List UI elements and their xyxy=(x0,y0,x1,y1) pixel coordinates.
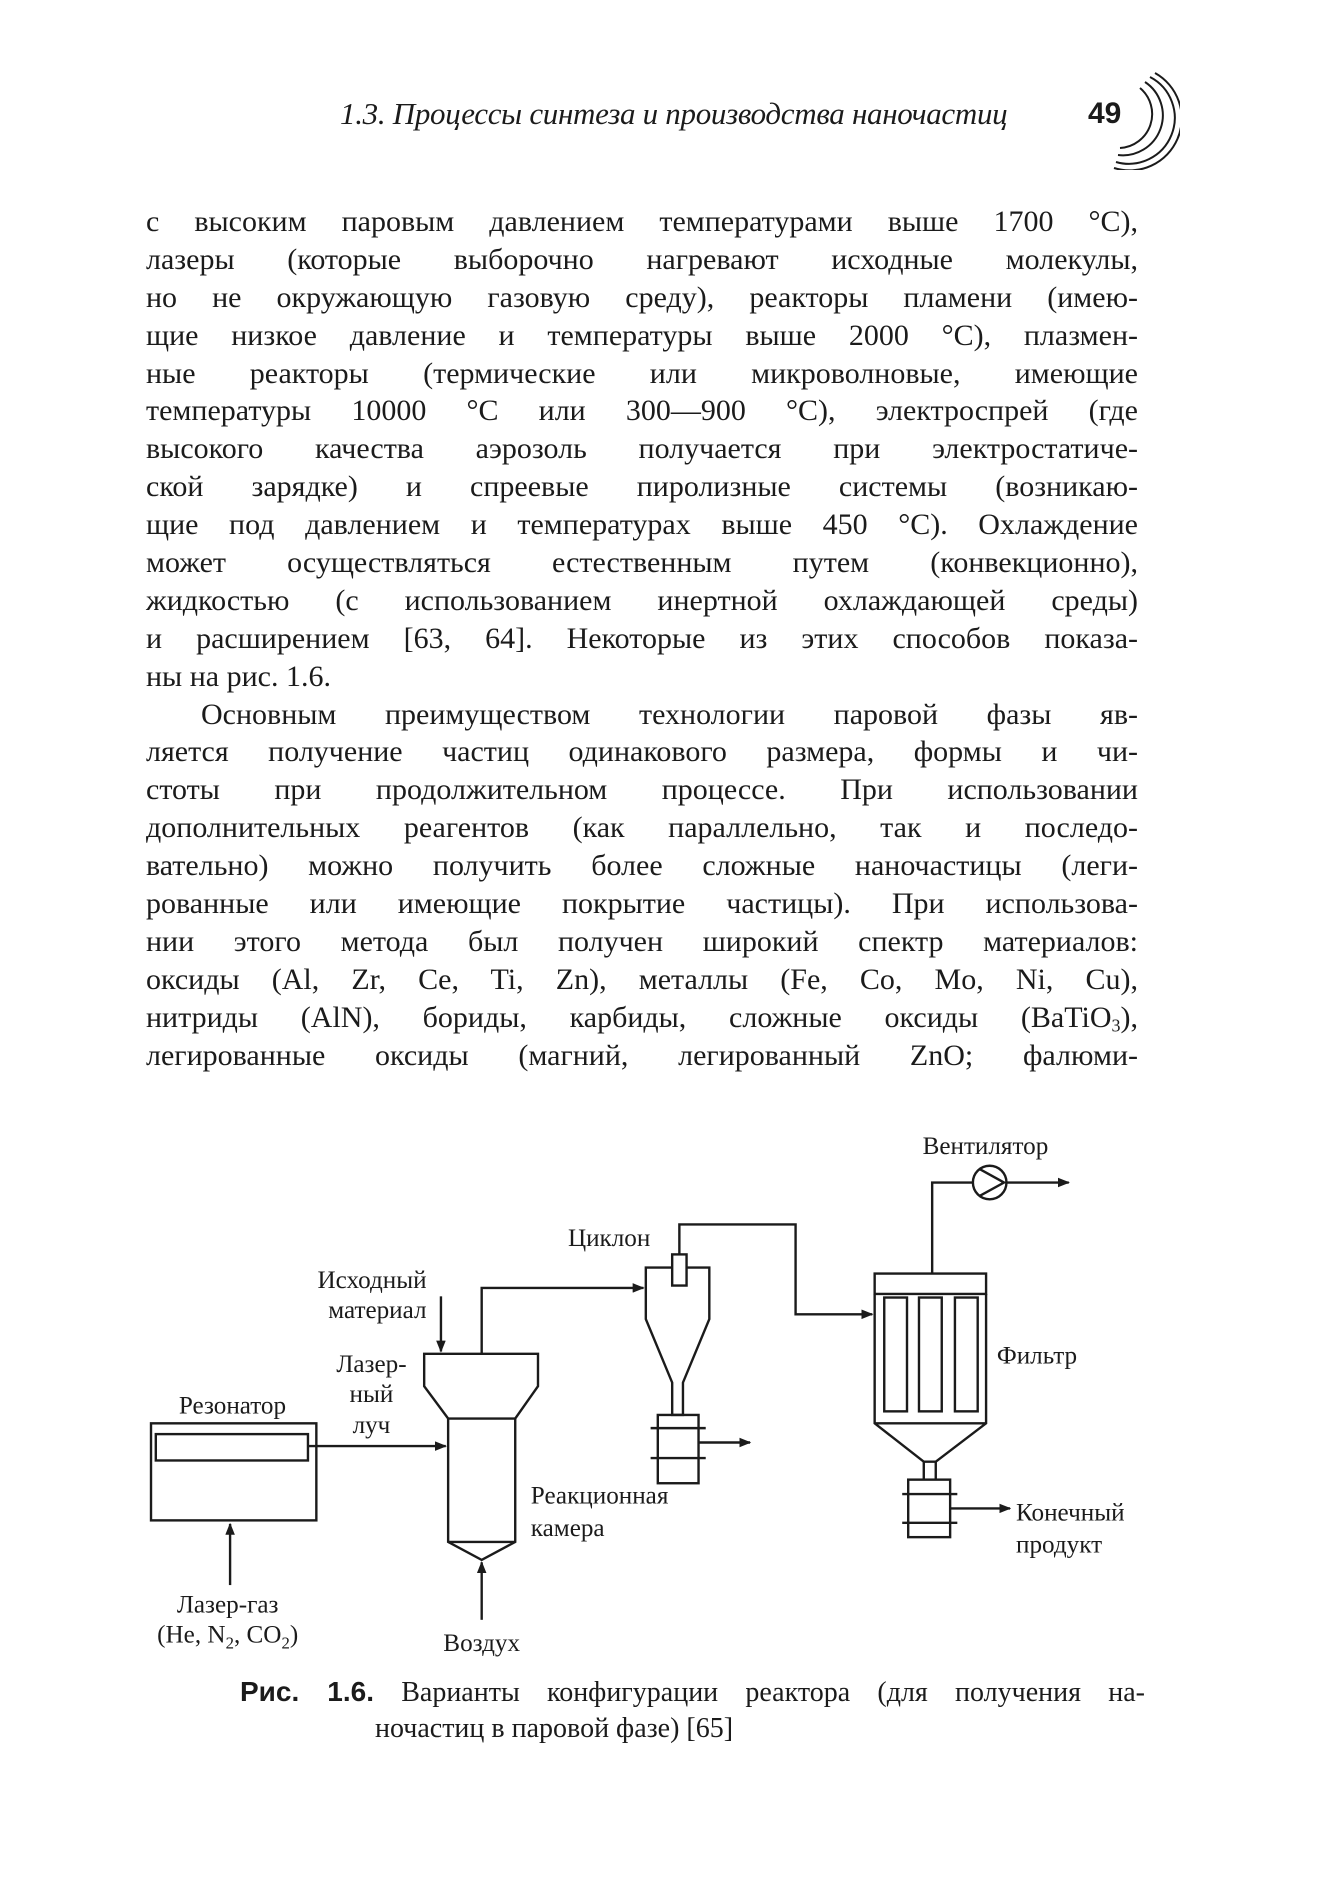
resonator-tube xyxy=(156,1434,308,1460)
filter-cap xyxy=(875,1274,986,1294)
product-collector xyxy=(908,1480,950,1538)
page-number: 49 xyxy=(1088,97,1122,130)
text-line: температуры 10000 °С или 300—900 °С), электроспрей (где xyxy=(146,394,1138,428)
label-laser-gas-composition: (He, $N_2$, $CO_2$) xyxy=(157,1621,299,1653)
running-header: 1.3. Процессы синтеза и производства наночастиц xyxy=(340,96,1008,131)
text-line: вательно) можно получить более сложные наночастицы (леги- xyxy=(146,849,1138,883)
filter-bag xyxy=(919,1298,942,1412)
label-feed: Исходный xyxy=(317,1266,427,1294)
text-segment: нитриды (AlN), бориды, карбиды, сложные оксиды (BaTiO xyxy=(146,1000,1112,1034)
caption-line xyxy=(240,1674,1145,1711)
text-line: рованные или имеющие покрытие частицы). При использова- xyxy=(146,887,1138,921)
label-beam: Лазер- xyxy=(336,1350,407,1378)
cyclone-outlet-pipe xyxy=(672,1254,686,1285)
reaction-chamber xyxy=(424,1354,538,1560)
text-line: с высоким паровым давлением температурами выше 1700 °С), xyxy=(146,205,1138,238)
chamber-to-cyclone-pipe xyxy=(482,1288,644,1354)
text-line: высокого качества аэрозоль получается при электростатиче- xyxy=(146,432,1138,466)
filter-body xyxy=(875,1294,986,1462)
text-line: дополнительных реагентов (как параллельно, так и последо- xyxy=(146,811,1138,845)
caption-text: Варианты конфигурации реактора (для получения на- xyxy=(401,1677,1145,1708)
label-beam: луч xyxy=(352,1411,391,1439)
cyclone-collector xyxy=(658,1415,699,1483)
text-line: щие низкое давление и температуры выше 2000 °С), плазмен- xyxy=(146,318,1138,352)
label-filter: Фильтр xyxy=(996,1342,1078,1370)
text-line: жидкостью (с использованием инертной охлаждающей среды) xyxy=(146,583,1138,617)
label-resonator: Резонатор xyxy=(178,1392,287,1420)
label-fan: Вентилятор xyxy=(922,1132,1049,1160)
text-line: лазеры (которые выборочно нагревают исходные молекулы, xyxy=(146,242,1138,276)
label-beam: ный xyxy=(349,1380,394,1408)
label-product: Конечный xyxy=(1016,1499,1125,1527)
filter-bag xyxy=(884,1298,907,1412)
subscript: 3 xyxy=(1111,1015,1121,1036)
filter-bag xyxy=(955,1298,978,1412)
fan-icon xyxy=(973,1166,1007,1200)
figure-caption xyxy=(240,1674,1145,1747)
text-line: но не окружающую газовую среду), реакторы пламени (имею- xyxy=(146,280,1138,314)
text-line: ные реакторы (термические или микроволновые, имеющие xyxy=(146,356,1138,390)
text-line: и расширением [63, 64]. Некоторые из этих способов показа- xyxy=(146,621,1138,655)
text-line: нии этого метода был получен широкий спектр материалов: xyxy=(146,924,1138,958)
cyclone xyxy=(646,1268,709,1415)
text-segment: ), xyxy=(1120,1000,1138,1034)
text-line: может осуществляться естественным путем (конвекционно), xyxy=(146,546,1138,580)
label-chamber: Реакционная xyxy=(530,1482,669,1510)
text-line: ляется получение частиц одинакового размера, формы и чи- xyxy=(146,735,1138,769)
text-line: легированные оксиды (магний, легированный ZnO; фалюми- xyxy=(146,1038,1138,1072)
filter-to-fan-pipe xyxy=(932,1183,973,1274)
text-line: щие под давлением и температурах выше 450 °С). Охлаждение xyxy=(146,508,1138,542)
caption-label: Рис. 1.6. xyxy=(240,1676,374,1707)
caption-line: ночастиц в паровой фазе) [65] xyxy=(375,1713,734,1744)
label-laser-gas: Лазер-газ xyxy=(176,1591,279,1619)
label-cyclone: Циклон xyxy=(567,1225,651,1253)
text-line: ской зарядке) и спреевые пиролизные системы (возникаю- xyxy=(146,470,1138,504)
label-air: Воздух xyxy=(443,1629,521,1657)
text-line: стоты при продолжительном процессе. При использовании xyxy=(146,773,1138,807)
label-feed: материал xyxy=(328,1296,427,1324)
text-line: ны на рис. 1.6. xyxy=(146,659,331,693)
text-line: оксиды (Al, Zr, Ce, Ti, Zn), металлы (Fe, Co, Mo, Ni, Cu), xyxy=(146,962,1138,996)
text-line: Основным преимуществом технологии паровой фазы яв- xyxy=(201,697,1138,731)
resonator-box xyxy=(151,1423,316,1520)
label-product: продукт xyxy=(1016,1531,1103,1559)
label-chamber: камера xyxy=(530,1514,605,1542)
